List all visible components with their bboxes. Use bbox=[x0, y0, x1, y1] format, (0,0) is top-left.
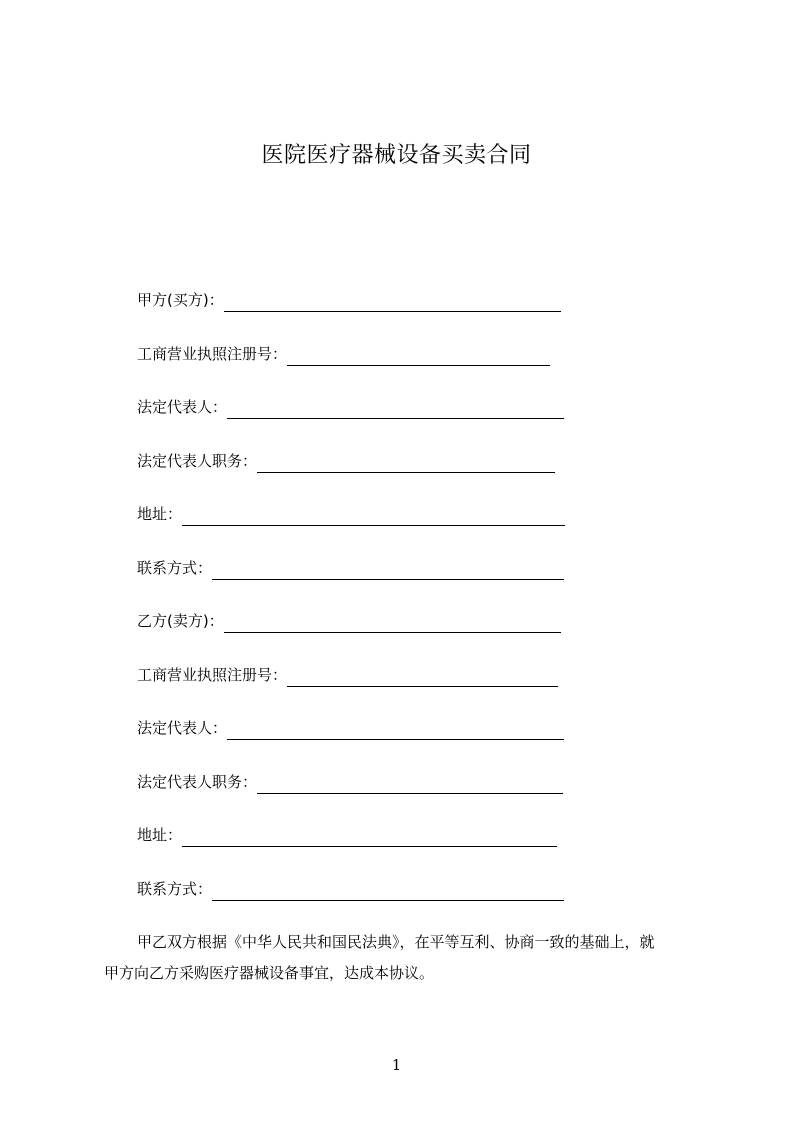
seller-address-label: 地址： bbox=[137, 826, 183, 844]
seller-contact-field bbox=[137, 877, 564, 901]
buyer-legal-rep-title-blank-line[interactable] bbox=[257, 453, 555, 473]
buyer-contact-label: 联系方式： bbox=[137, 559, 213, 577]
seller-legal-rep-title-field bbox=[137, 770, 563, 794]
buyer-registration-blank-line[interactable] bbox=[287, 346, 550, 366]
seller-registration-blank-line[interactable] bbox=[287, 667, 558, 687]
seller-legal-rep-title-label: 法定代表人职务： bbox=[137, 773, 258, 791]
buyer-legal-rep-field bbox=[137, 395, 564, 419]
seller-legal-rep-field bbox=[137, 716, 564, 740]
buyer-legal-rep-blank-line[interactable] bbox=[227, 399, 564, 419]
buyer-contact-field bbox=[137, 556, 564, 580]
agreement-paragraph bbox=[104, 927, 699, 989]
seller-label: 乙方(卖方)： bbox=[137, 612, 224, 630]
seller-legal-rep-label: 法定代表人： bbox=[137, 719, 228, 737]
seller-address-blank-line[interactable] bbox=[182, 827, 557, 847]
buyer-blank-line[interactable] bbox=[224, 292, 561, 312]
seller-contact-blank-line[interactable] bbox=[212, 881, 564, 901]
page-number: 1 bbox=[391, 1056, 402, 1074]
buyer-label: 甲方(买方)： bbox=[137, 291, 224, 309]
seller-registration-field bbox=[137, 663, 558, 687]
buyer-registration-label: 工商营业执照注册号： bbox=[137, 345, 288, 363]
buyer-contact-blank-line[interactable] bbox=[212, 560, 564, 580]
buyer-registration-field bbox=[137, 342, 550, 366]
seller-field bbox=[137, 609, 561, 633]
seller-blank-line[interactable] bbox=[224, 613, 561, 633]
seller-address-field bbox=[137, 823, 557, 847]
buyer-legal-rep-title-field bbox=[137, 449, 555, 473]
seller-contact-label: 联系方式： bbox=[137, 880, 213, 898]
buyer-address-blank-line[interactable] bbox=[182, 506, 565, 526]
buyer-field bbox=[137, 288, 561, 312]
agreement-paragraph-line-1: 甲乙双方根据《中华人民共和国民法典》，在平等互利、协商一致的基础上，就 bbox=[137, 933, 655, 951]
buyer-address-field bbox=[137, 502, 565, 526]
buyer-legal-rep-title-label: 法定代表人职务： bbox=[137, 452, 258, 470]
seller-legal-rep-title-blank-line[interactable] bbox=[257, 774, 563, 794]
buyer-legal-rep-label: 法定代表人： bbox=[137, 398, 228, 416]
seller-legal-rep-blank-line[interactable] bbox=[227, 720, 564, 740]
document-title: 医院医疗器械设备买卖合同 bbox=[261, 143, 532, 168]
buyer-address-label: 地址： bbox=[137, 505, 183, 523]
seller-registration-label: 工商营业执照注册号： bbox=[137, 666, 288, 684]
agreement-paragraph-line-2: 甲方向乙方采购医疗器械设备事宜，达成本协议。 bbox=[104, 964, 435, 982]
